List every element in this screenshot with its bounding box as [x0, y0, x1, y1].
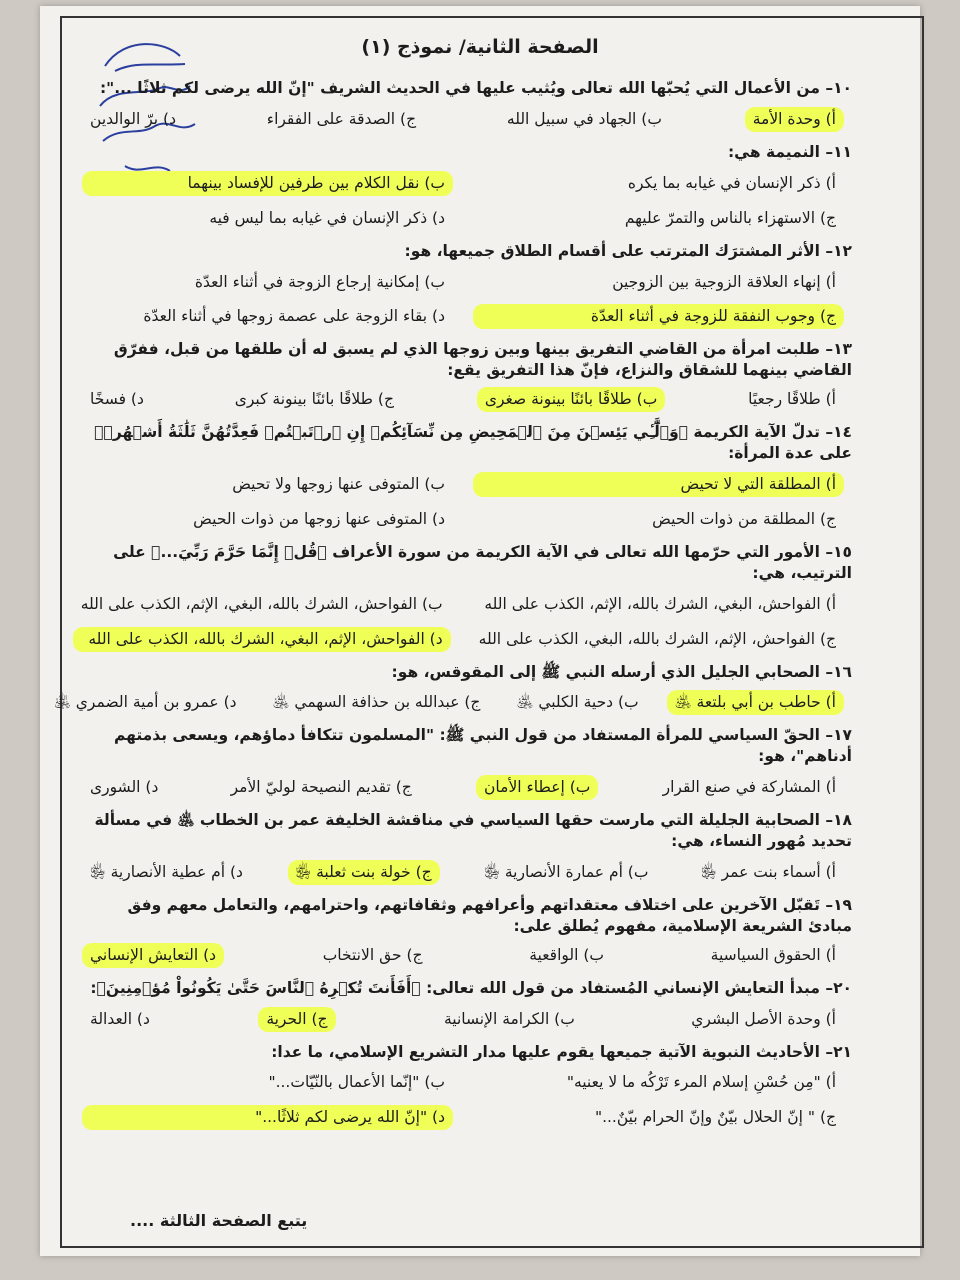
- options: [53, 690, 852, 715]
- option-a[interactable]: أ) الحقوق السياسية: [710, 945, 836, 964]
- question: [82, 542, 852, 652]
- question-stem: ١٥– الأمور التي حرّمها الله تعالى في الآية الكريمة من سورة الأعراف ﴿قُلۡ إِنَّمَا حَرَّمَ رَبِّيَ...﴾ على الترتيب، هي:: [113, 542, 852, 582]
- option-d[interactable]: د) الشورى: [90, 778, 159, 797]
- option-c[interactable]: ج) وجوب النفقة للزوجة في أثناء العدّة: [473, 304, 844, 329]
- continue-note: يتبع الصفحة الثالثة ....: [130, 1211, 308, 1230]
- option-b[interactable]: ب) "إنّما الأعمال بالنّيّات...": [268, 1073, 445, 1092]
- option-d[interactable]: د) العدالة: [90, 1009, 150, 1028]
- option-d[interactable]: د) الفواحش، الإثم، البغي، الشرك بالله، الكذب على الله: [73, 627, 451, 652]
- option-c[interactable]: ج) المطلقة من ذوات الحيض: [652, 509, 836, 528]
- question: [82, 339, 852, 412]
- option-d[interactable]: د) بقاء الزوجة على عصمة زوجها في أثناء العدّة: [143, 307, 445, 326]
- option-b[interactable]: ب) المتوفى عنها زوجها ولا تحيض: [232, 474, 445, 493]
- option-a[interactable]: أ) إنهاء العلاقة الزوجية بين الزوجين: [612, 272, 836, 291]
- option-b[interactable]: ب) إمكانية إرجاع الزوجة في أثناء العدّة: [194, 272, 445, 291]
- option-a[interactable]: أ) أسماء بنت عمر ﵂: [701, 862, 836, 881]
- option-a[interactable]: أ) وحدة الأمة: [745, 107, 844, 132]
- question-stem: ١١– النميمة هي:: [727, 142, 852, 161]
- question: [82, 725, 852, 800]
- option-c[interactable]: ج) حق الانتخاب: [322, 945, 423, 964]
- question: [82, 422, 852, 532]
- page-title: الصفحة الثانية/ نموذج (١): [361, 36, 599, 58]
- option-a[interactable]: أ) الفواحش، البغي، الشرك بالله، الإثم، الكذب على الله: [484, 594, 836, 613]
- option-a[interactable]: أ) ذكر الإنسان في غيابه بما يكره: [627, 173, 836, 192]
- question: [82, 78, 852, 132]
- question: [82, 241, 852, 330]
- question-stem: ١٣– طلبت امرأة من القاضي التفريق بينها وبين زوجها الذي لم يسبق له أن طلقها من قبل، ففرّق القاضي بينهما للشقاق والنزاع، فإنّ هذا التفريق يقع:: [113, 340, 852, 380]
- option-b[interactable]: ب) الفواحش، الشرك بالله، البغي، الإثم، الكذب على الله: [80, 594, 443, 613]
- options: [82, 270, 852, 330]
- questions-list: [53, 78, 852, 1140]
- option-b[interactable]: ب) أم عمارة الأنصارية ﵂: [484, 862, 649, 881]
- question: [53, 662, 852, 716]
- option-c[interactable]: ج) طلاقًا بائنًا بينونة كبرى: [234, 390, 394, 409]
- option-c[interactable]: ج) الحرية: [258, 1007, 335, 1032]
- option-c[interactable]: ج) " إنّ الحلال بيّنٌ وإنّ الحرام بيّنٌ...": [594, 1108, 836, 1127]
- option-b[interactable]: ب) نقل الكلام بين طرفين للإفساد بينهما: [82, 171, 453, 196]
- option-d[interactable]: د) برّ الوالدين: [90, 109, 176, 128]
- option-b[interactable]: ب) دحية الكلبي ﵁: [516, 693, 639, 712]
- question-stem: ١٦– الصحابي الجليل الذي أرسله النبي ﷺ إلى المقوقس، هو:: [391, 662, 852, 681]
- option-a[interactable]: أ) المطلقة التي لا تحيض: [473, 472, 844, 497]
- options: [82, 107, 852, 132]
- options: [82, 1070, 852, 1130]
- options: [82, 387, 852, 412]
- question: [82, 1042, 852, 1131]
- question-stem: ١٠– من الأعمال التي يُحبّها الله تعالى ويُثيب عليها في الحديث الشريف "إنّ الله يرضى لكم ثلاثًا ...":: [99, 79, 852, 97]
- question: [82, 978, 852, 1032]
- options: [82, 472, 852, 532]
- option-b[interactable]: ب) الجهاد في سبيل الله: [506, 109, 662, 128]
- option-b[interactable]: ب) الكرامة الإنسانية: [443, 1009, 575, 1028]
- option-d[interactable]: د) التعايش الإنساني: [82, 943, 224, 968]
- options: [82, 171, 852, 231]
- exam-page: [40, 6, 920, 1256]
- option-c[interactable]: ج) عبدالله بن حذافة السهمي ﵁: [272, 693, 481, 712]
- option-d[interactable]: د) المتوفى عنها زوجها من ذوات الحيض: [193, 509, 445, 528]
- options: [82, 943, 852, 968]
- option-a[interactable]: أ) المشاركة في صنع القرار: [662, 778, 836, 797]
- option-b[interactable]: ب) طلاقًا بائنًا بينونة صغرى: [477, 387, 665, 412]
- question-stem: ١٢– الأثر المشترَك المترتب على أقسام الطلاق جميعها، هو:: [404, 241, 852, 260]
- option-a[interactable]: أ) وحدة الأصل البشري: [691, 1009, 836, 1028]
- option-c[interactable]: ج) الصدقة على الفقراء: [266, 109, 417, 128]
- option-d[interactable]: د) أم عطية الأنصارية ﵂: [90, 862, 243, 881]
- option-a[interactable]: أ) حاطب بن أبي بلتعة ﵁: [667, 690, 844, 715]
- option-d[interactable]: د) فسخًا: [90, 390, 144, 409]
- question-stem: ٢٠– مبدأ التعايش الإنساني المُستفاد من قول الله تعالى: ﴿أَفَأَنتَ تُكۡرِهُ ٱلنَّاسَ حَتَّىٰ يَكُونُواْ مُؤۡمِنِينَ﴾:: [90, 978, 852, 997]
- options: [82, 1007, 852, 1032]
- question: [82, 810, 852, 885]
- question-stem: ١٨– الصحابية الجليلة التي مارست حقها السياسي في مناقشة الخليفة عمر بن الخطاب ﵁ في مسألة تحديد مُهور النساء، هي:: [94, 811, 852, 851]
- options: [82, 860, 852, 885]
- option-b[interactable]: ب) الواقعية: [529, 945, 604, 964]
- option-d[interactable]: د) ذكر الإنسان في غيابه بما ليس فيه: [209, 208, 445, 227]
- option-c[interactable]: ج) الفواحش، الإثم، الشرك بالله، البغي، الكذب على الله: [478, 629, 836, 648]
- question-stem: ١٤– تدلّ الآية الكريمة ﴿وَٱلَّٰٓـِٔي يَئِسۡنَ مِنَ ٱلۡمَحِيضِ مِن نِّسَآئِكُمۡ إِنِ ٱرۡتَبۡتُمۡ فَعِدَّتُهُنَّ ثَلَٰثَةُ أَشۡهُرٖ﴾ على عدة المرأة:: [94, 423, 852, 463]
- option-c[interactable]: ج) تقديم النصيحة لوليّ الأمر: [230, 778, 412, 797]
- option-b[interactable]: ب) إعطاء الأمان: [476, 775, 598, 800]
- option-c[interactable]: ج) الاستهزاء بالناس والتمرّ عليهم: [624, 208, 836, 227]
- options: [82, 775, 852, 800]
- option-d[interactable]: د) "إنّ الله يرضى لكم ثلاثًا...": [82, 1105, 453, 1130]
- option-a[interactable]: أ) طلاقًا رجعيًا: [748, 390, 836, 409]
- options: [82, 592, 852, 652]
- question-stem: ١٩– تَقبّل الآخرين على اختلاف معتقداتهم وأعرافهم وثقافاتهم، واحترامهم، والتعامل معهم وفق مبادئ الشريعة الإسلامية، مفهوم يُطلق على:: [127, 895, 852, 935]
- question-stem: ٢١– الأحاديث النبوية الآتية جميعها يقوم عليها مدار التشريع الإسلامي، ما عدا:: [271, 1042, 852, 1061]
- option-c[interactable]: ج) خولة بنت ثعلبة ﵂: [288, 860, 440, 885]
- question-stem: ١٧– الحقّ السياسي للمرأة المستفاد من قول النبي ﷺ: "المسلمون تتكافأ دماؤهم، ويسعى بذمتهم أدناهم"، هو:: [113, 726, 852, 766]
- question: [82, 142, 852, 231]
- question: [82, 895, 852, 968]
- option-d[interactable]: د) عمرو بن أمية الضمري ﵁: [53, 693, 237, 712]
- option-a[interactable]: أ) "مِن حُسْنِ إسلام المرء تَرْكُه ما لا يعنيه": [566, 1073, 836, 1092]
